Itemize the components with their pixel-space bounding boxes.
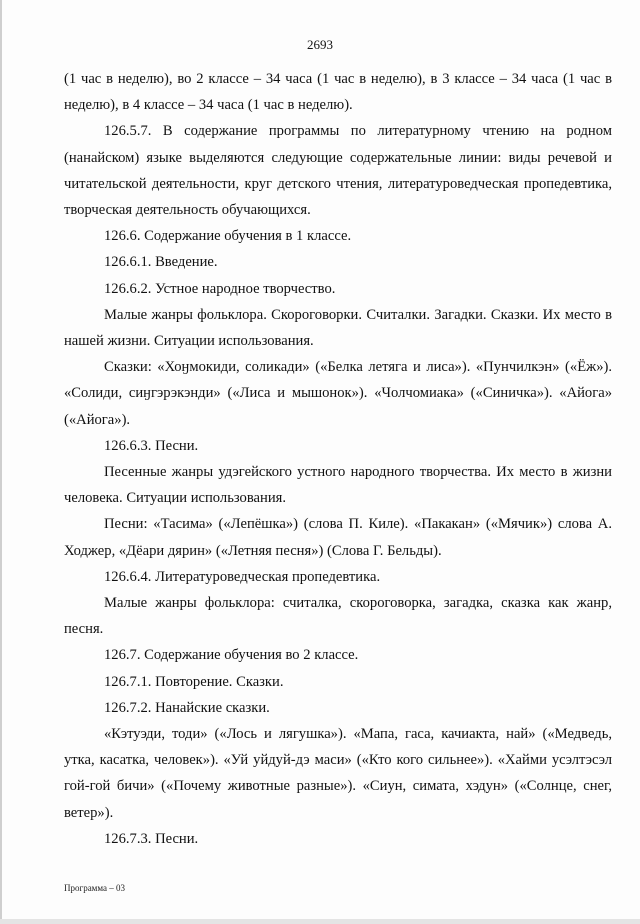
paragraph: 126.5.7. В содержание программы по литературному чтению на родном (нанайском) языке выделяются следующие содержательные линии: виды речевой и читательской деятельности, круг детского чтения, литературоведческая пропедевтика, творческая деятельность обучающихся. [64,123,612,219]
section-heading: 126.7.3. Песни. [104,830,199,847]
section-heading: 126.6. Содержание обучения в 1 классе. [104,228,352,245]
section-heading: 126.7.1. Повторение. Сказки. [104,673,284,690]
paragraph: Малые жанры фольклора: считалка, скороговорка, загадка, сказка как жанр, песня. [64,595,612,638]
paragraph: Песенные жанры удэгейского устного народного творчества. Их место в жизни человека. Ситуации использования. [64,464,612,507]
paragraph: Песни: «Тасима» («Лепёшка») (слова П. Киле). «Пакакан» («Мячик») слова А. Ходжер, «Дёари дярин» («Летняя песня») (Слова Г. Бельды). [64,516,612,559]
paragraph: (1 час в неделю), во 2 классе – 34 часа (1 час в неделю), в 3 классе – 34 часа (1 час в неделю), в 4 классе – 34 часа (1 час в неделю). [64,71,612,114]
scan-edge-bottom [0,919,640,924]
paragraph: Сказки: «Хоӈмокиди, соликади» («Белка летяга и лиса»). «Пунчилкэн» («Ёж»). «Солиди, сиӈгэрэкэнди» («Лиса и мышонок»). «Чолчомиака» («Синичка»). «Айога» («Айога»). [64,359,612,428]
section-heading: 126.6.3. Песни. [104,437,199,454]
page-number: 2693 [307,37,333,52]
footer-label: Программа – 03 [64,883,126,893]
paragraph: Малые жанры фольклора. Скороговорки. Считалки. Загадки. Сказки. Их место в нашей жизни. Ситуации использования. [64,306,612,350]
paragraph: «Кэтуэди, тоди» («Лось и лягушка»). «Мапа, гаса, качиакта, най» («Медведь, утка, касатка, человек»). «Уй уйдуй-дэ маси» («Кто кого сильнее»). «Хайми усэлтэсэл гой-гой бичи» («Почему животные разные»). «Сиун, симата, хэдун» («Солнце, снег, ветер»). [64,726,612,821]
body-text [64,66,612,852]
section-heading: 126.6.4. Литературоведческая пропедевтика. [104,568,381,585]
section-heading: 126.6.2. Устное народное творчество. [104,280,336,297]
section-heading: 126.7.2. Нанайские сказки. [104,699,270,716]
section-heading: 126.6.1. Введение. [104,254,218,271]
scan-edge-left [0,0,2,924]
section-heading: 126.7. Содержание обучения во 2 классе. [104,647,359,664]
